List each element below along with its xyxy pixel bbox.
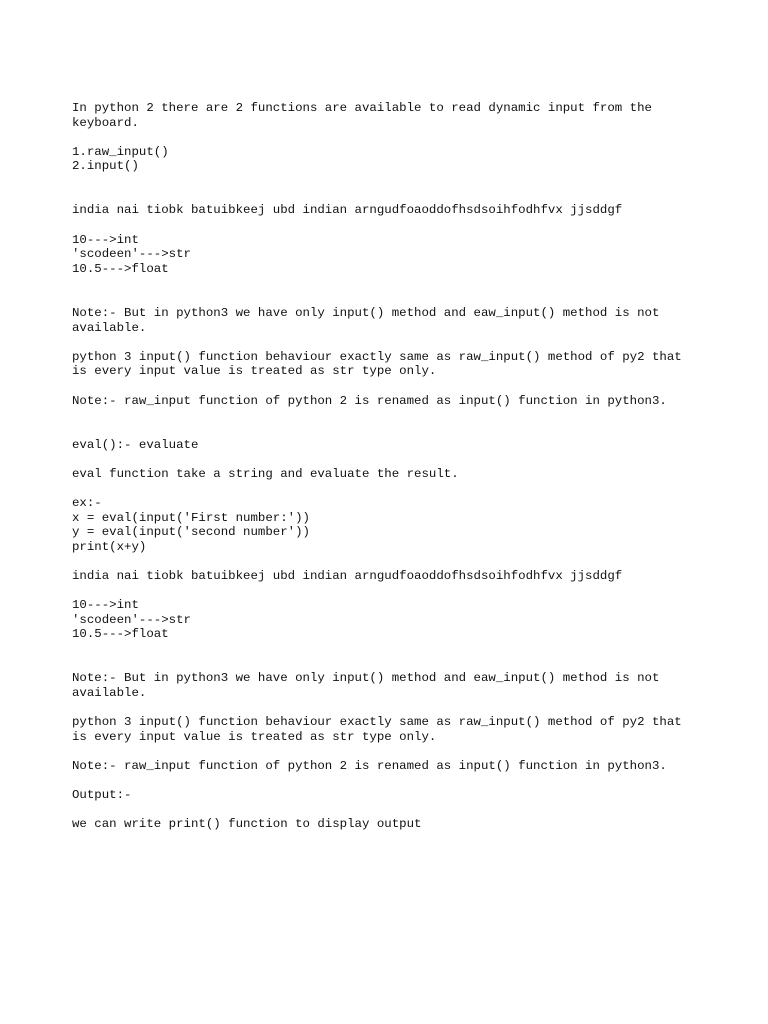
code-line: 'scodeen'--->str [72, 612, 191, 627]
note-line: available. [72, 320, 147, 335]
text-line: python 3 input() function behaviour exactly same as raw_input() method of py2 that [72, 349, 682, 364]
note-line: Note:- But in python3 we have only input() method and eaw_input() method is not [72, 305, 660, 320]
spacer [72, 276, 712, 306]
spacer [72, 642, 712, 672]
section-heading: Output:- [72, 788, 132, 803]
spacer [72, 701, 712, 716]
note-line: Note:- raw_input function of python 2 is renamed as input() function in python3. [72, 393, 667, 408]
spacer [72, 744, 712, 759]
spacer [72, 584, 712, 599]
text-line: india nai tiobk batuibkeej ubd indian arngudfoaoddofhsdsoihfodhfvx jjsddgf [72, 568, 623, 583]
code-line: 10--->int [72, 232, 139, 247]
text-line: keyboard. [72, 115, 139, 130]
code-line: x = eval(input('First number:')) [72, 510, 310, 525]
spacer [72, 379, 712, 394]
text-line: python 3 input() function behaviour exactly same as raw_input() method of py2 that [72, 715, 682, 730]
spacer [72, 408, 712, 438]
code-line: y = eval(input('second number')) [72, 525, 310, 540]
code-line: 10.5--->float [72, 627, 169, 642]
list-item: 1.raw_input() [72, 144, 169, 159]
text-line: eval function take a string and evaluate the result. [72, 466, 459, 481]
spacer [72, 774, 712, 789]
spacer [72, 218, 712, 233]
spacer [72, 803, 712, 818]
text-line: In python 2 there are 2 functions are available to read dynamic input from the [72, 101, 652, 115]
code-line: print(x+y) [72, 539, 147, 554]
note-line: Note:- But in python3 we have only input() method and eaw_input() method is not [72, 671, 660, 686]
code-line: 10--->int [72, 598, 139, 613]
spacer [72, 174, 712, 204]
spacer [72, 335, 712, 350]
text-line: is every input value is treated as str type only. [72, 364, 437, 379]
code-line: 'scodeen'--->str [72, 247, 191, 262]
spacer [72, 481, 712, 496]
text-line: we can write print() function to display output [72, 817, 422, 832]
text-line: india nai tiobk batuibkeej ubd indian arngudfoaoddofhsdsoihfodhfvx jjsddgf [72, 203, 623, 218]
code-line: 10.5--->float [72, 261, 169, 276]
note-line: available. [72, 686, 147, 700]
code-line: ex:- [72, 495, 102, 510]
section-heading: eval():- evaluate [72, 437, 199, 452]
spacer [72, 452, 712, 467]
text-line: is every input value is treated as str type only. [72, 729, 437, 744]
spacer [72, 554, 712, 569]
document-page [72, 101, 712, 832]
note-line: Note:- raw_input function of python 2 is renamed as input() function in python3. [72, 758, 667, 773]
list-item: 2.input() [72, 159, 139, 174]
spacer [72, 130, 712, 145]
